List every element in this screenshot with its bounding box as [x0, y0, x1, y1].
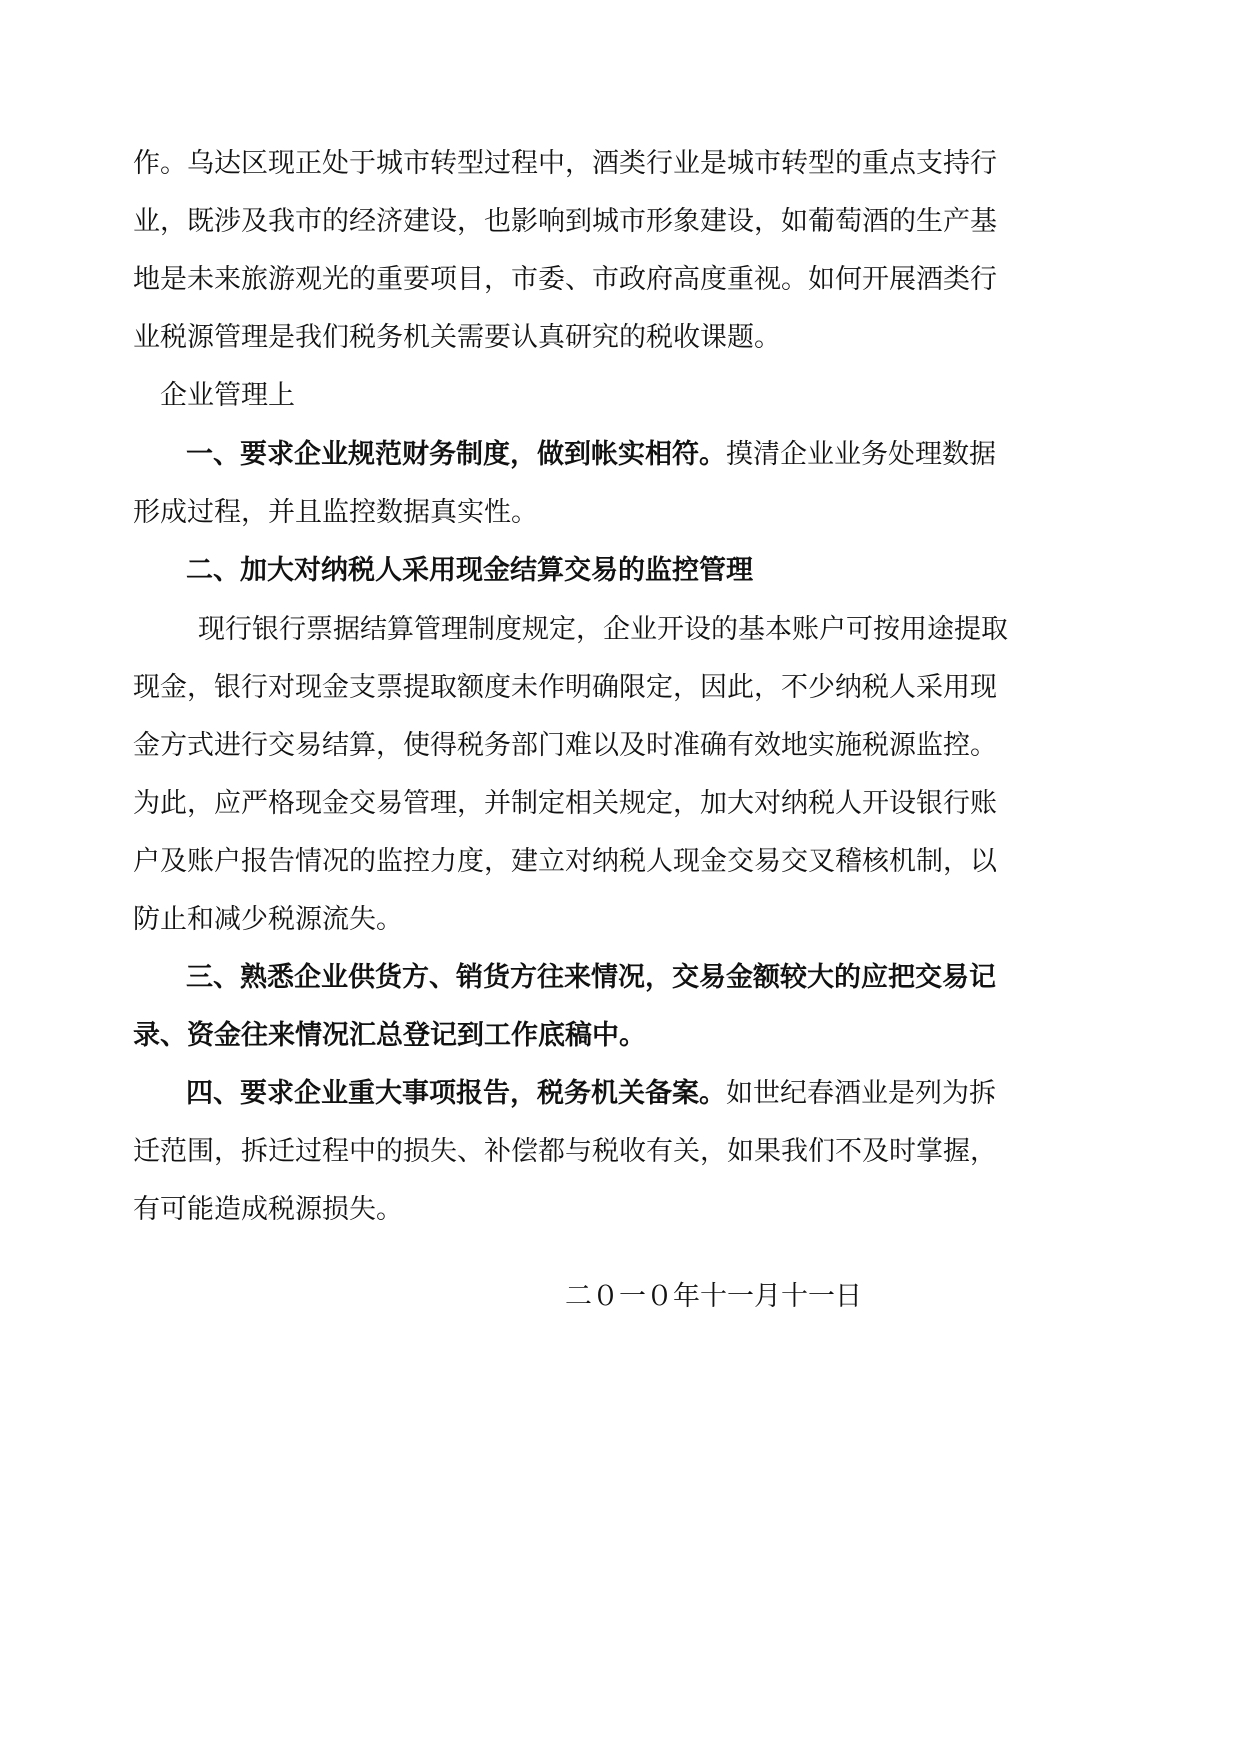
item-1-line	[186, 438, 996, 472]
item-3-title-cont: 录、资金往来情况汇总登记到工作底稿中。	[133, 1020, 646, 1051]
paragraph-line: 迁范围，拆迁过程中的损失、补偿都与税收有关，如果我们不及时掌握，	[133, 1136, 997, 1167]
paragraph-line: 现金，银行对现金支票提取额度未作明确限定，因此，不少纳税人采用现	[133, 672, 997, 703]
paragraph-line: 业税源管理是我们税务机关需要认真研究的税收课题。	[133, 322, 781, 353]
paragraph-line: 形成过程，并且监控数据真实性。	[133, 497, 538, 528]
item-3-title: 三、熟悉企业供货方、销货方往来情况，交易金额较大的应把交易记	[186, 962, 996, 993]
document-date: 二０一０年十一月十一日	[565, 1281, 862, 1312]
item-2-title: 二、加大对纳税人采用现金结算交易的监控管理	[186, 555, 753, 586]
item-4-text: 如世纪春酒业是列为拆	[726, 1078, 996, 1109]
section-heading: 企业管理上	[160, 380, 295, 411]
paragraph-line: 作。乌达区现正处于城市转型过程中，酒类行业是城市转型的重点支持行	[133, 148, 997, 179]
paragraph-line: 现行银行票据结算管理制度规定，企业开设的基本账户可按用途提取	[198, 614, 1008, 645]
paragraph-line: 为此，应严格现金交易管理，并制定相关规定，加大对纳税人开设银行账	[133, 788, 997, 819]
item-4-title: 四、要求企业重大事项报告，税务机关备案。	[186, 1078, 726, 1109]
item-1-text: 摸清企业业务处理数据	[726, 439, 996, 470]
paragraph-line: 户及账户报告情况的监控力度，建立对纳税人现金交易交叉稽核机制，以	[133, 846, 997, 877]
paragraph-line: 业，既涉及我市的经济建设，也影响到城市形象建设，如葡萄酒的生产基	[133, 206, 997, 237]
item-4-line	[186, 1077, 996, 1111]
paragraph-line: 有可能造成税源损失。	[133, 1194, 403, 1225]
paragraph-line: 防止和减少税源流失。	[133, 904, 403, 935]
paragraph-line: 地是未来旅游观光的重要项目，市委、市政府高度重视。如何开展酒类行	[133, 264, 997, 295]
item-1-title: 一、要求企业规范财务制度，做到帐实相符。	[186, 439, 726, 470]
paragraph-line: 金方式进行交易结算，使得税务部门难以及时准确有效地实施税源监控。	[133, 730, 997, 761]
